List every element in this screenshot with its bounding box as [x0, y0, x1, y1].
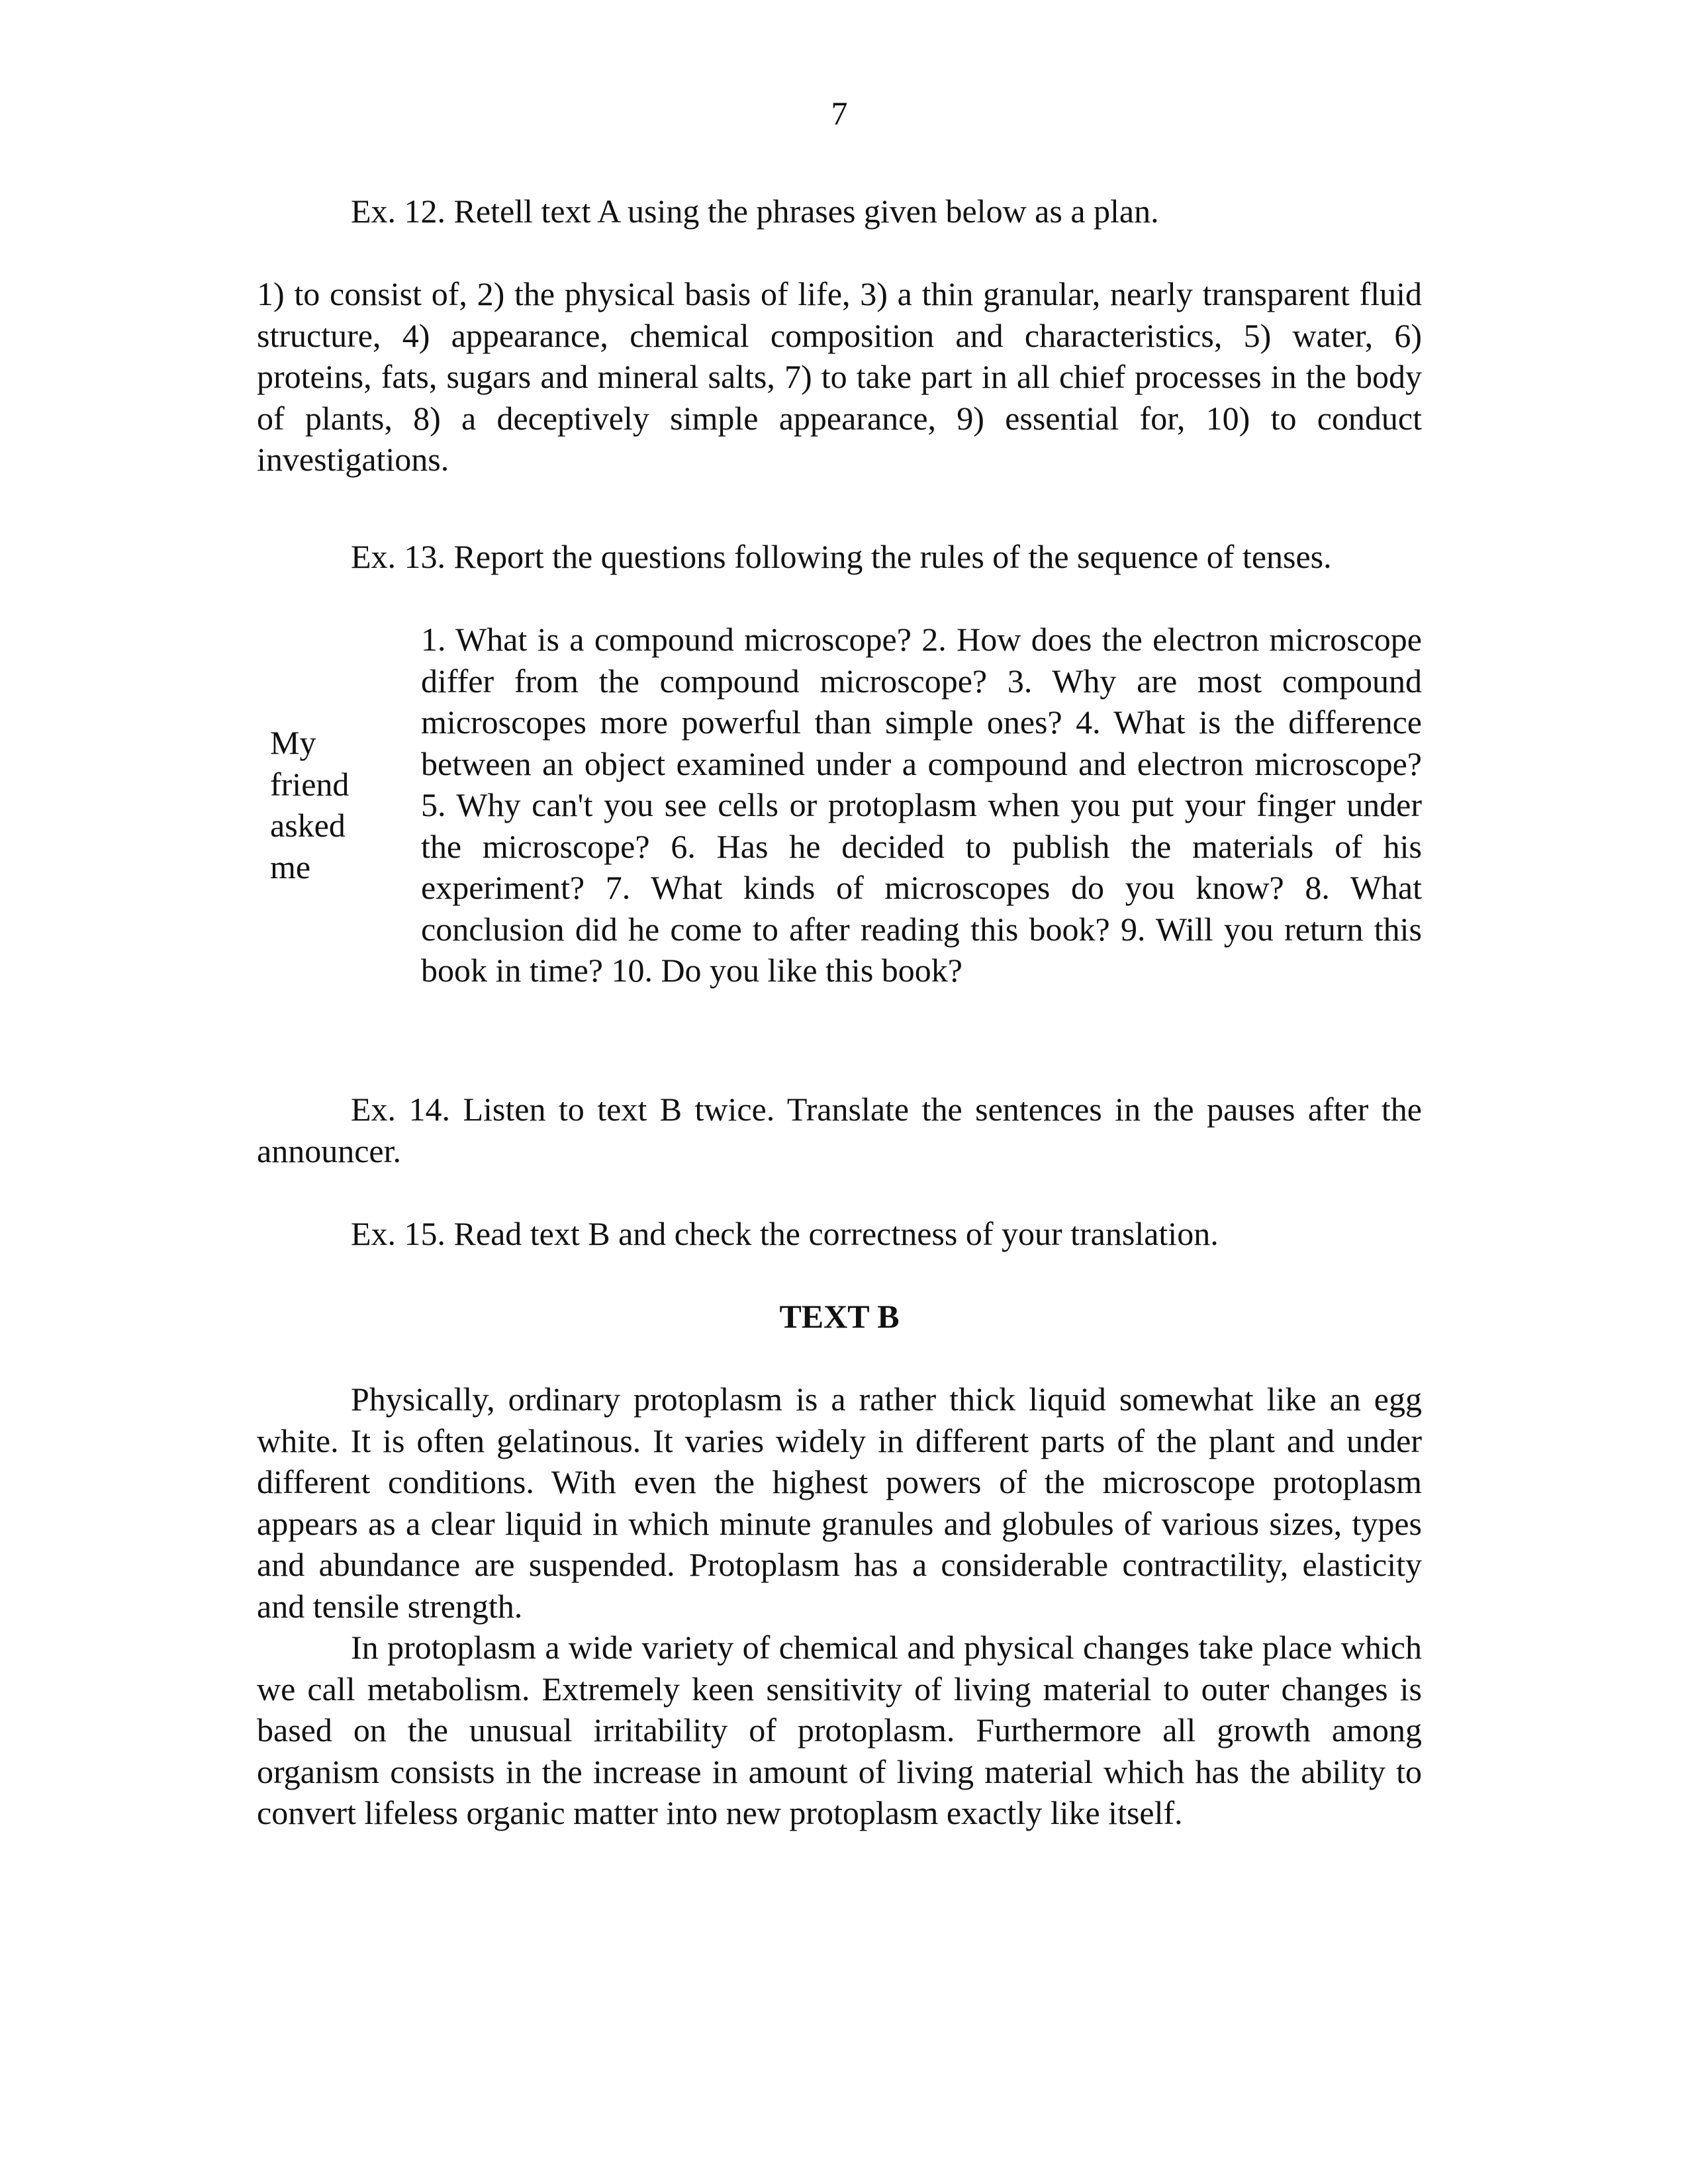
ex13-side-label: [270, 722, 402, 887]
text-b-paragraph: In protoplasm a wide variety of chemical and physical changes take place which we call metabolism. Extremely keen sensitivity of living material to outer changes is based on the unusual irritability of protoplasm. Furthermore all growth among organism consists in the increase in amount of living material which has the ability to convert lifeless organic matter into new protoplasm exactly like itself.: [257, 1629, 1422, 1831]
ex15-instruction: Ex. 15. Read text B and check the correctness of your translation.: [351, 1215, 1219, 1252]
ex13-instruction: Ex. 13. Report the questions following the rules of the sequence of tenses.: [351, 538, 1332, 575]
text-b-paragraph: Physically, ordinary protoplasm is a rather thick liquid somewhat like an egg white. It is often gelatinous. It varies widely in different parts of the plant and under different conditions. With even the highest powers of the microscope protoplasm appears as a clear liquid in which minute granules and globules of various sizes, types and abundance are suspended. Protoplasm has a considerable contractility, elasticity and tensile strength.: [257, 1381, 1422, 1625]
ex14-instruction: Ex. 14. Listen to text B twice. Translate the sentences in the pauses after the announcer.: [257, 1091, 1422, 1169]
text-b-title: TEXT B: [779, 1298, 900, 1335]
ex12-instruction: Ex. 12. Retell text A using the phrases given below as a plan.: [351, 193, 1159, 230]
text-b-body: [257, 1379, 1422, 1834]
page-number: 7: [831, 95, 848, 132]
document-page: [257, 0, 1422, 2184]
side-label-line: friend: [270, 765, 350, 803]
ex12-plan: 1) to consist of, 2) the physical basis of life, 3) a thin granular, nearly transparent fluid structure, 4) appearance, chemical composition and characteristics, 5) water, 6) proteins, fats, sugars and mineral salts, 7) to take part in all chief processes in the body of plants, 8) a deceptively simple appearance, 9) essential for, 10) to conduct investigations.: [257, 275, 1422, 478]
side-label-line: asked: [270, 807, 346, 844]
side-label-line: My: [270, 724, 316, 761]
ex13-question-list: 1. What is a compound microscope? 2. How does the electron microscope differ from the compound microscope? 3. Why are most compound microscopes more powerful than simple ones? 4. What is the difference between an object examined under a compound and electron microscope? 5. Why can't you see cells or protoplasm when you put your finger under the microscope? 6. Has he decided to publish the materials of his experiment? 7. What kinds of microscopes do you know? 8. What conclusion did he come to after reading this book? 9. Will you return this book in time? 10. Do you like this book?: [421, 621, 1422, 989]
side-label-line: me: [270, 848, 311, 886]
